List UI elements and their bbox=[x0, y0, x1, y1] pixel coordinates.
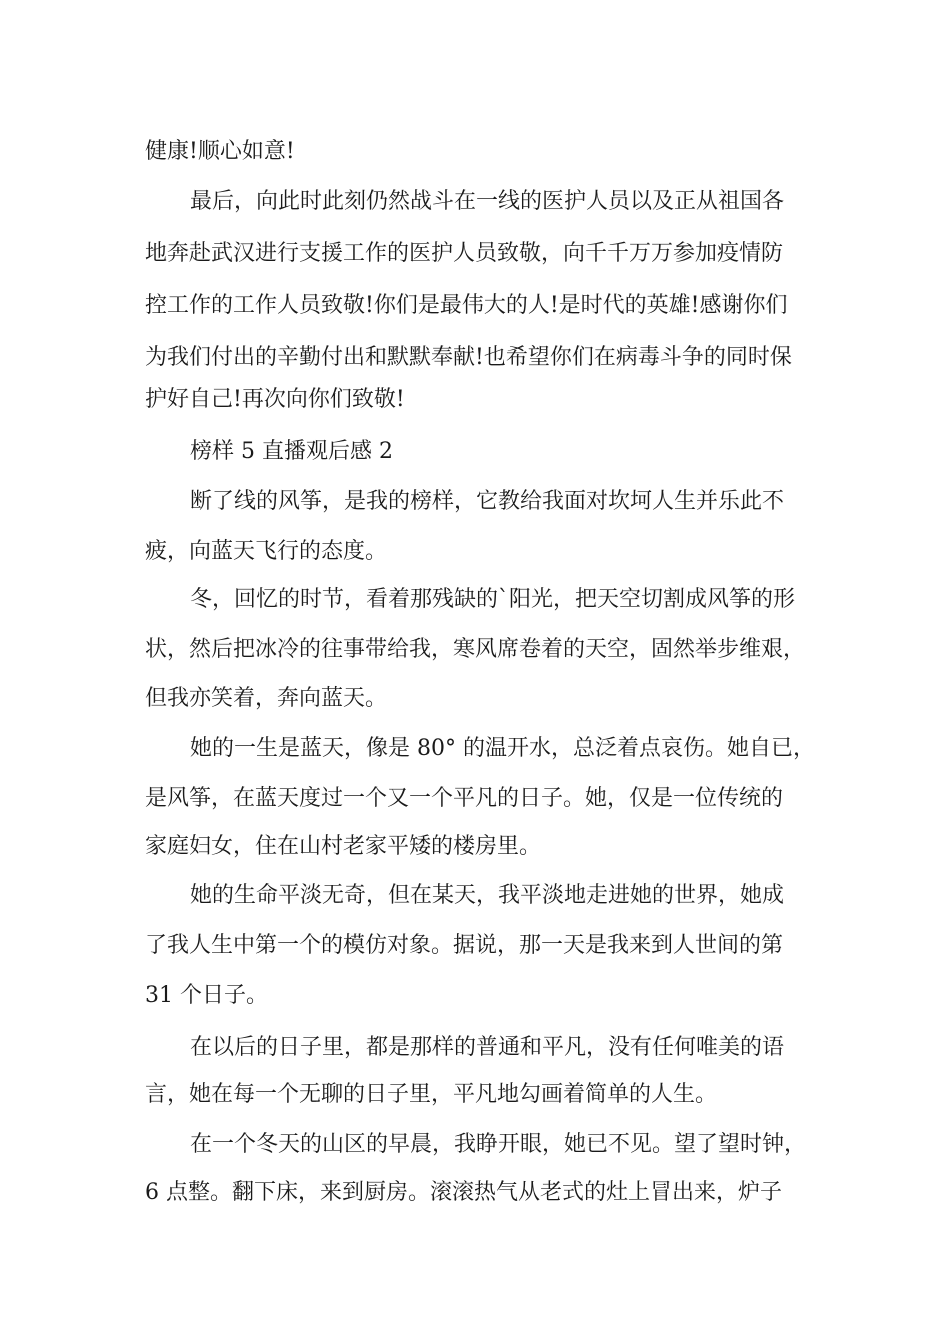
text-line: 6 点整。翻下床，来到厨房。滚滚热气从老式的灶上冒出来，炉子 bbox=[145, 1180, 782, 1205]
text-line: 疲，向蓝天飞行的态度。 bbox=[145, 539, 388, 564]
text-line: 她的一生是蓝天，像是 80° 的温开水，总泛着点哀伤。她自已， bbox=[190, 736, 815, 761]
section-heading: 榜样 5 直播观后感 2 bbox=[190, 439, 393, 464]
text-line: 在一个冬天的山区的早晨，我睁开眼，她已不见。望了望时钟， bbox=[190, 1132, 807, 1157]
text-line: 最后，向此时此刻仍然战斗在一线的医护人员以及正从祖国各 bbox=[190, 189, 785, 214]
text-line: 家庭妇女，住在山村老家平矮的楼房里。 bbox=[145, 834, 542, 859]
text-line: 了我人生中第一个的模仿对象。据说，那一天是我来到人世间的第 bbox=[145, 933, 784, 958]
text-line: 断了线的风筝，是我的榜样，它教给我面对坎坷人生并乐此不 bbox=[190, 489, 785, 514]
text-line: 健康!顺心如意! bbox=[145, 139, 295, 164]
text-line: 31 个日子。 bbox=[145, 983, 268, 1008]
text-line: 护好自己!再次向你们致敬! bbox=[145, 387, 405, 412]
text-line: 她的生命平淡无奇，但在某天，我平淡地走进她的世界，她成 bbox=[190, 883, 785, 908]
text-line: 但我亦笑着，奔向蓝天。 bbox=[145, 686, 388, 711]
text-line: 是风筝，在蓝天度过一个又一个平凡的日子。她，仅是一位传统的 bbox=[145, 786, 784, 811]
text-line: 冬，回忆的时节，看着那残缺的`阳光，把天空切割成风筝的形 bbox=[190, 587, 796, 612]
text-line: 控工作的工作人员致敬!你们是最伟大的人!是时代的英雄!感谢你们 bbox=[145, 293, 788, 318]
text-line: 状，然后把冰冷的往事带给我，寒风席卷着的天空，固然举步维艰， bbox=[145, 637, 806, 662]
text-line: 地奔赴武汉进行支援工作的医护人员致敬，向千千万万参加疫情防 bbox=[145, 241, 784, 266]
text-line: 在以后的日子里，都是那样的普通和平凡，没有任何唯美的语 bbox=[190, 1035, 785, 1060]
text-line: 言，她在每一个无聊的日子里，平凡地勾画着简单的人生。 bbox=[145, 1082, 718, 1107]
text-line: 为我们付出的辛勤付出和默默奉献!也希望你们在病毒斗争的同时保 bbox=[145, 345, 792, 370]
